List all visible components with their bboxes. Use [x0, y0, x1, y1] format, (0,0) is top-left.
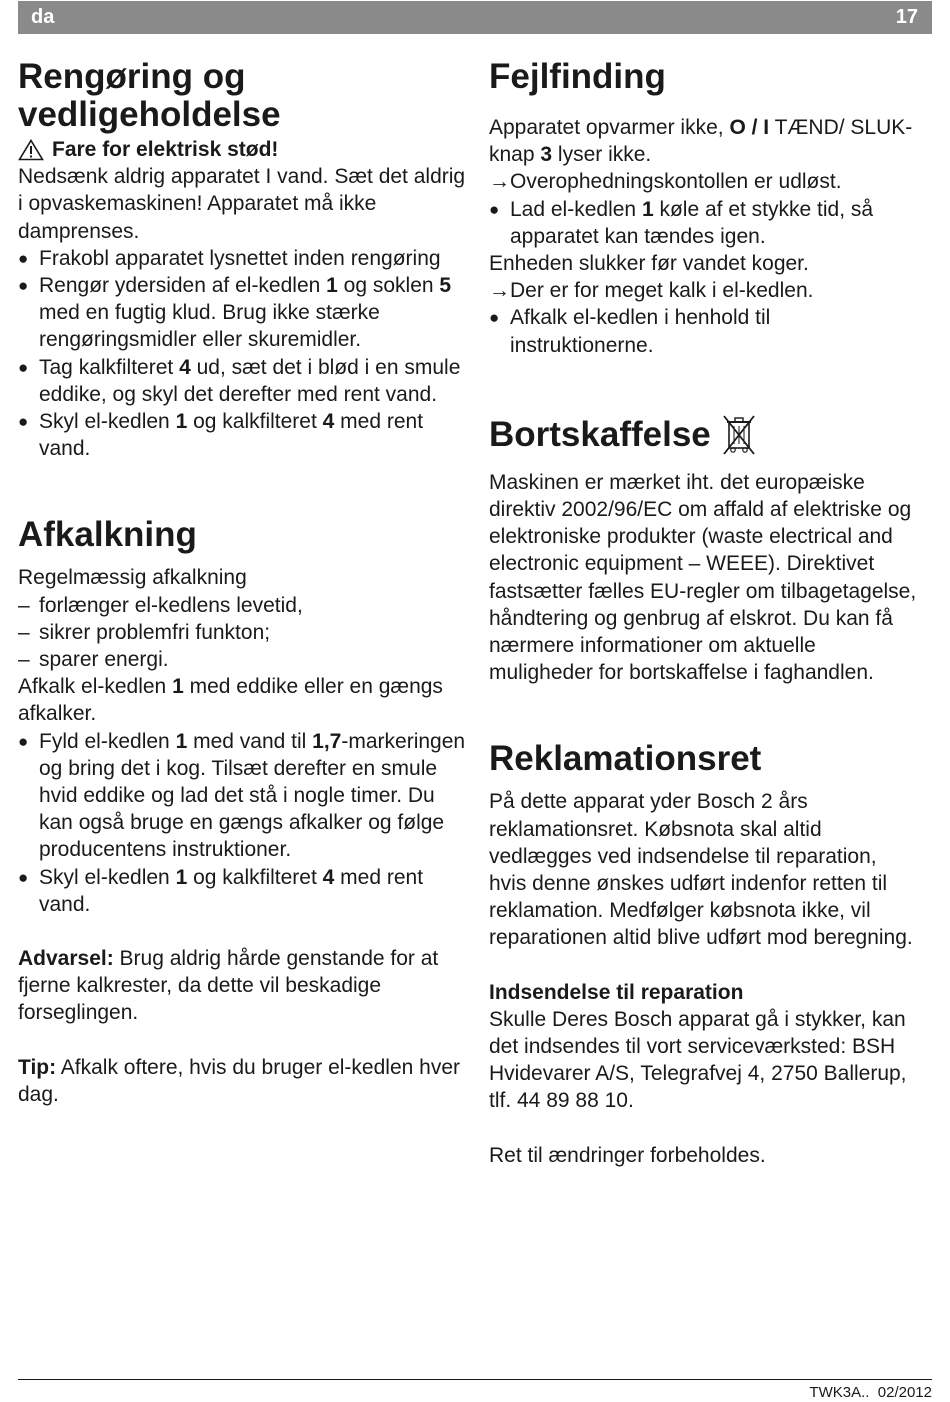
electric-warning: [18, 136, 468, 163]
left-column: [18, 58, 468, 1108]
electric-warning-text: Fare for elektrisk stød!: [52, 138, 279, 161]
list-item: → Der er for meget kalk i el-kedlen.: [489, 277, 919, 304]
footer-divider: [18, 1379, 932, 1380]
model-number: TWK3A..: [809, 1384, 870, 1401]
descaling-steps: [18, 728, 468, 918]
right-column: [489, 58, 919, 1169]
list-item: ● Skyl el-kedlen 1 og kalkfilteret 4 med rent vand.: [18, 864, 468, 918]
troubleshooting-list-2: [489, 277, 919, 359]
cleaning-title: Rengøring og vedligeholdelse: [18, 57, 281, 134]
descaling-warning: Advarsel: Brug aldrig hårde genstande for at fjerne kalkrester, da dette vil beskadige forseglingen.: [18, 947, 439, 1025]
list-item: ● Skyl el-kedlen 1 og kalkfilteret 4 med rent vand.: [18, 408, 468, 462]
footer-date: 02/2012: [877, 1384, 932, 1401]
closing-note: Ret til ændringer forbeholdes.: [489, 1143, 766, 1167]
troubleshooting-title: Fejlfinding: [489, 57, 666, 96]
descaling-intro: Regelmæssig afkalkning: [18, 566, 247, 590]
list-item: ● Frakobl apparatet lysnettet inden rengøring: [18, 245, 468, 272]
cleaning-intro: Nedsænk aldrig apparatet I vand. Sæt det aldrig i opvaskemaskinen! Apparatet må ikke damprenses.: [18, 165, 466, 243]
list-item: ● Lad el-kedlen 1 køle af et stykke tid, så apparatet kan tændes igen.: [489, 196, 919, 250]
descaling-tip: Tip: Afkalk oftere, hvis du bruger el-kedlen hver dag.: [18, 1055, 460, 1106]
page-number: 17: [895, 6, 918, 28]
descaling-benefits: [18, 592, 468, 674]
language-label: da: [31, 6, 55, 28]
list-item: ● Fyld el-kedlen 1 med vand til 1,7-markeringen og bring det i kog. Tilsæt derefter en smule hvid eddike og lad det stå i nogle timer. Du kan også bruge en gængs afkalker og følge producentens instruktioner.: [18, 728, 468, 864]
list-item: – sikrer problemfri funkton;: [18, 619, 468, 646]
list-item: – sparer energi.: [18, 646, 468, 673]
disposal-text: Maskinen er mærket iht. det europæiske direktiv 2002/96/EC om affald af elektriske og elektroniske produkter (waste electrical and electronic equipment – WEEE). Direktivet fastsætter fælles EU-regler om tilbagetagelse, håndtering og genbrug af elskrot. Du kan få nærmere informationer om aktuelle muligheder for bortskaffelse i faghandlen.: [489, 470, 917, 685]
page-header: [18, 1, 932, 34]
list-item: ● Afkalk el-kedlen i henhold til instruktionerne.: [489, 304, 919, 358]
list-item: ● Rengør ydersiden af el-kedlen 1 og soklen 5 med en fugtig klud. Brug ikke stærke rengøringsmidler eller skuremidler.: [18, 272, 468, 354]
repair-text: Skulle Deres Bosch apparat gå i stykker, kan det indsendes til vort serviceværksted: BSH Hvidevarer A/S, Telegrafvej 4, 2750 Ballerup, tlf. 44 89 88 10.: [489, 1007, 907, 1113]
repair-subtitle: Indsendelse til reparation: [489, 980, 744, 1004]
descaling-title: Afkalkning: [18, 515, 197, 555]
page-footer: [809, 1384, 932, 1401]
warranty-text: På dette apparat yder Bosch 2 års reklamationsret. Købsnota skal altid vedlægges ved indsendelse til reparation, hvis denne ønskes udført indenfor retten til reklamation. Medfølger købsnota ikke, vil reparationen altid blive udført mod beregning.: [489, 790, 913, 950]
troubleshooting-list-1: [489, 168, 919, 250]
problem-no-heat: Apparatet opvarmer ikke, O / I TÆND/ SLUK-knap 3 lyser ikke.: [489, 116, 913, 167]
disposal-title: Bortskaffelse: [489, 413, 919, 457]
list-item: → Overophedningskontollen er udløst.: [489, 168, 919, 195]
cleaning-list: [18, 245, 468, 463]
arrow-icon: →: [489, 170, 510, 194]
list-item: – forlænger el-kedlens levetid,: [18, 592, 468, 619]
arrow-icon: →: [489, 279, 510, 303]
crossed-bin-icon: [721, 413, 757, 457]
problem-shuts-off: Enheden slukker før vandet koger.: [489, 252, 809, 276]
list-item: ● Tag kalkfilteret 4 ud, sæt det i blød i en smule eddike, og skyl det derefter med rent vand.: [18, 354, 468, 408]
descaling-method: Afkalk el-kedlen 1 med eddike eller en gængs afkalker.: [18, 675, 443, 726]
warning-triangle-icon: [18, 139, 44, 161]
warranty-title: Reklamationsret: [489, 739, 762, 779]
